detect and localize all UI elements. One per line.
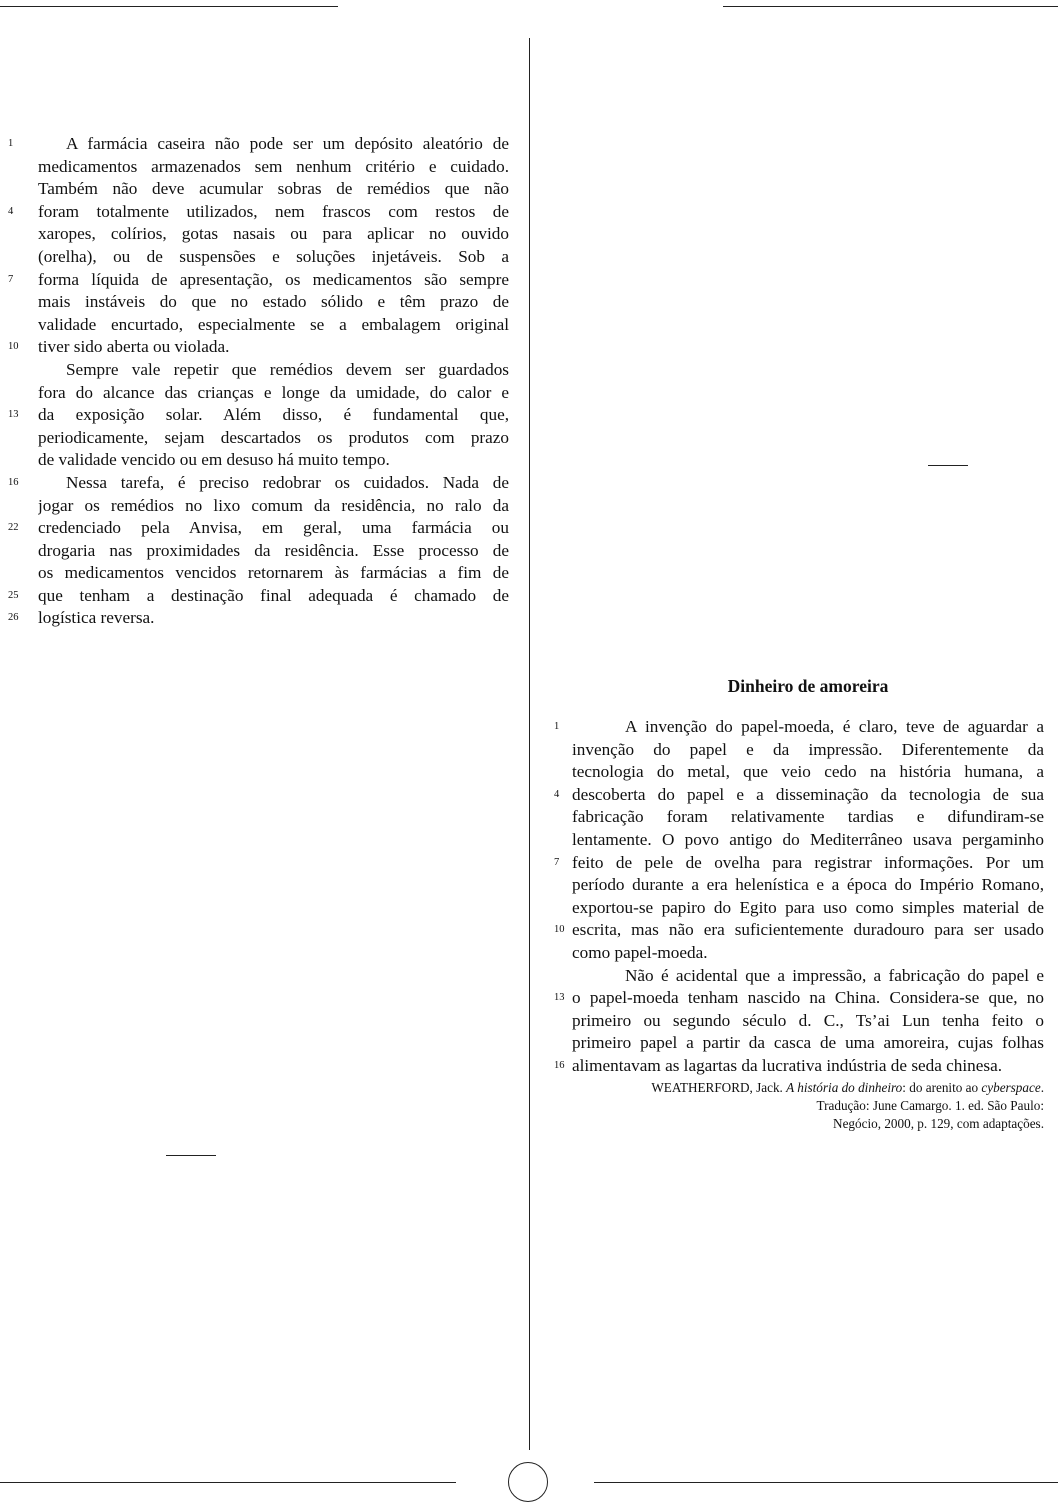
line-text: descoberta do papel e a disseminação da tecnologia de sua <box>572 784 1044 804</box>
line-text: (orelha), ou de suspensões e soluções injetáveis. Sob a <box>38 246 509 266</box>
citation-subtitle-end: . <box>1040 1080 1044 1095</box>
text-line <box>572 874 1044 897</box>
line-text: mais instáveis do que no estado sólido e têm prazo de <box>38 292 509 312</box>
text-line <box>554 1055 1044 1078</box>
citation-subtitle-italic: cyberspace <box>981 1080 1041 1095</box>
line-number: 4 <box>8 205 14 217</box>
text-line <box>8 472 509 495</box>
text-line <box>8 336 509 359</box>
paper-money-text <box>554 716 1044 1078</box>
line-number: 10 <box>8 341 19 353</box>
text-line <box>554 716 1044 739</box>
line-number: 1 <box>554 721 560 732</box>
line-text: primeiro ou segundo século d. C., Ts’ai Lun tenha feito o <box>572 1010 1044 1030</box>
page-number-circle <box>508 1462 548 1502</box>
line-text: Não é acidental que a impressão, a fabricação do papel e <box>625 965 1044 985</box>
line-text: escrita, mas não era suficientemente duradouro para ser usado <box>572 920 1044 940</box>
text-line <box>572 1010 1044 1033</box>
line-text: drogaria nas proximidades da residência. Esse processo de <box>38 540 509 560</box>
text-line <box>554 784 1044 807</box>
line-text: feito de pele de ovelha para registrar informações. Por um <box>572 852 1044 872</box>
text-title: Dinheiro de amoreira <box>727 676 889 696</box>
text-line <box>8 201 509 224</box>
line-text: de validade vencido ou em desuso há muito tempo. <box>38 450 390 470</box>
line-number: 26 <box>8 612 19 624</box>
line-number: 13 <box>8 409 19 421</box>
text-line <box>8 269 509 292</box>
line-number: 7 <box>554 856 560 868</box>
line-text: o papel-moeda tenham nascido na China. Considera-se que, no <box>572 988 1044 1008</box>
line-number: 4 <box>554 788 560 800</box>
text-line <box>38 427 509 450</box>
line-number: 25 <box>8 589 19 601</box>
column-divider <box>529 38 530 1450</box>
line-number: 16 <box>554 1059 565 1071</box>
text-line <box>8 607 509 630</box>
text-line <box>554 852 1044 875</box>
text-line <box>8 585 509 608</box>
line-text: logística reversa. <box>38 608 155 628</box>
citation-line-1 <box>560 1079 1044 1097</box>
left-short-rule <box>166 1155 216 1156</box>
line-text: medicamentos armazenados sem nenhum critério e cuidado. <box>38 156 509 176</box>
line-number: 10 <box>554 924 565 936</box>
line-text: invenção do papel e da impressão. Diferentemente da <box>572 739 1044 759</box>
line-text: fabricação foram relativamente tardias e difundiram-se <box>572 807 1044 827</box>
line-text: primeiro papel a partir da casca de uma amoreira, cujas folhas <box>572 1033 1044 1053</box>
text-line <box>554 987 1044 1010</box>
text-line <box>572 829 1044 852</box>
top-left-rule <box>0 6 338 7</box>
citation-author: WEATHERFORD, Jack. <box>651 1080 783 1095</box>
line-number: 16 <box>8 476 19 488</box>
text-line <box>38 156 509 179</box>
text-line <box>38 562 509 585</box>
line-text: Sempre vale repetir que remédios devem ser guardados <box>66 359 509 379</box>
line-text: periodicamente, sejam descartados os produtos com prazo <box>38 427 509 447</box>
line-text: da exposição solar. Além disso, é fundamental que, <box>38 405 509 425</box>
text-line <box>572 806 1044 829</box>
bottom-right-rule <box>594 1482 1058 1483</box>
text-line <box>38 495 509 518</box>
text-line <box>38 359 509 382</box>
text-line <box>38 314 509 337</box>
line-text: que tenham a destinação final adequada é chamado de <box>38 585 509 605</box>
pharmacy-text <box>8 133 509 630</box>
text-line <box>8 133 509 156</box>
line-number: 7 <box>8 273 14 285</box>
text-line <box>8 517 509 540</box>
line-text: A invenção do papel-moeda, é claro, teve de aguardar a <box>625 717 1044 736</box>
text-line <box>38 223 509 246</box>
text-line <box>8 404 509 427</box>
text-line <box>38 449 509 472</box>
line-text: como papel-moeda. <box>572 942 708 962</box>
citation-line-2: Tradução: June Camargo. 1. ed. São Paulo: <box>816 1098 1044 1113</box>
line-text: jogar os remédios no lixo comum da residência, no ralo da <box>38 495 509 515</box>
line-text: foram totalmente utilizados, nem frascos com restos de <box>38 201 509 221</box>
text-line <box>572 965 1044 988</box>
citation-subtitle: : do arenito ao <box>902 1080 982 1095</box>
line-text: período durante a era helenística e a época do Império Romano, <box>572 875 1044 895</box>
citation-line-3: Negócio, 2000, p. 129, com adaptações. <box>833 1116 1044 1131</box>
line-text: forma líquida de apresentação, os medicamentos são sempre <box>38 269 509 289</box>
line-text: alimentavam as lagartas da lucrativa indústria de seda chinesa. <box>572 1055 1002 1075</box>
line-text: os medicamentos vencidos retornarem às farmácias a fim de <box>38 563 509 583</box>
text-line <box>38 540 509 563</box>
line-text: validade encurtado, especialmente se a embalagem original <box>38 314 509 334</box>
text-line <box>572 897 1044 920</box>
text-line <box>572 942 1044 965</box>
line-number: 1 <box>8 138 14 149</box>
line-number: 13 <box>554 992 565 1004</box>
line-text: tecnologia do metal, que veio cedo na história humana, a <box>572 762 1044 782</box>
line-text: A farmácia caseira não pode ser um depósito aleatório de <box>66 134 509 153</box>
line-number: 22 <box>8 522 19 534</box>
text-line <box>554 919 1044 942</box>
citation-book-title: A história do dinheiro <box>786 1080 903 1095</box>
line-text: Também não deve acumular sobras de remédios que não <box>38 179 509 199</box>
top-right-rule <box>723 6 1058 7</box>
text-line <box>38 178 509 201</box>
line-text: Nessa tarefa, é preciso redobrar os cuidados. Nada de <box>66 472 509 492</box>
line-text: fora do alcance das crianças e longe da umidade, do calor e <box>38 382 509 402</box>
text-line <box>38 382 509 405</box>
line-text: lentamente. O povo antigo do Mediterrâneo usava pergaminho <box>572 829 1044 849</box>
text-line <box>572 1032 1044 1055</box>
line-text: tiver sido aberta ou violada. <box>38 337 230 357</box>
line-text: credenciado pela Anvisa, em geral, uma farmácia ou <box>38 518 509 538</box>
text-line <box>572 761 1044 784</box>
bottom-left-rule <box>0 1482 456 1483</box>
text-line <box>572 739 1044 762</box>
text-line <box>38 291 509 314</box>
line-text: exportou-se papiro do Egito para uso como simples material de <box>572 897 1044 917</box>
line-text: xaropes, colírios, gotas nasais ou para aplicar no ouvido <box>38 224 509 244</box>
text-line <box>38 246 509 269</box>
right-short-rule <box>928 465 968 466</box>
source-citation <box>560 1079 1044 1133</box>
